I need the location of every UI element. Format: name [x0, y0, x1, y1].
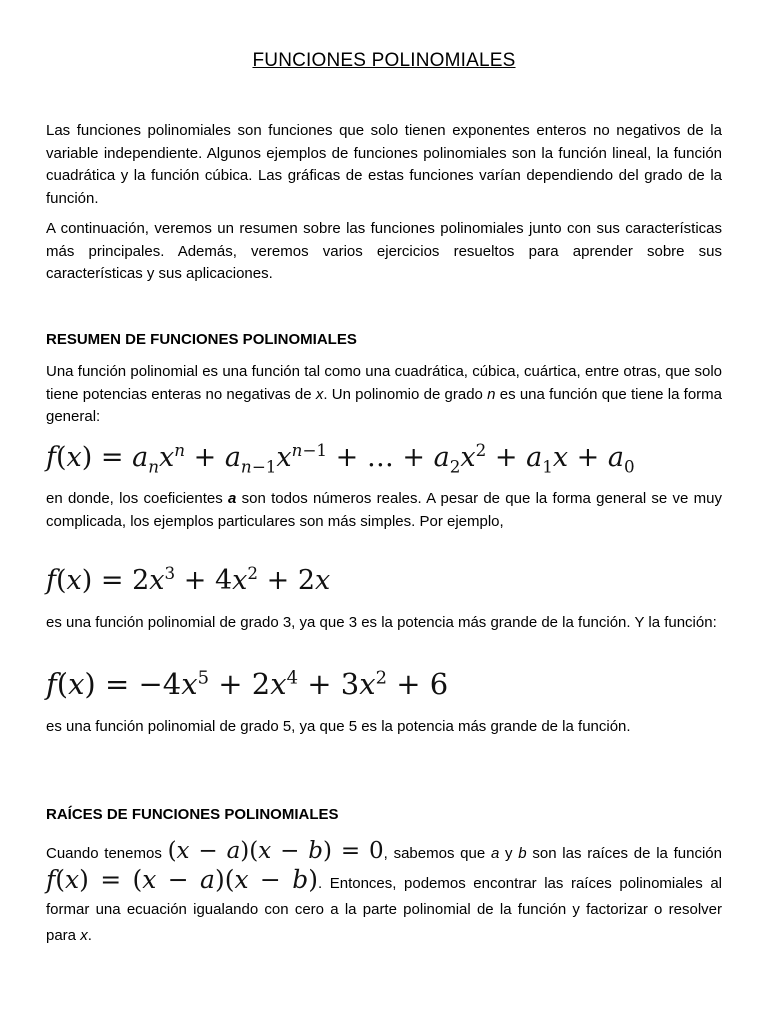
section-heading-resumen: RESUMEN DE FUNCIONES POLINOMIALES	[46, 331, 357, 348]
resumen-paragraph-3: es una función polinomial de grado 3, ya que 3 es la potencia más grande de la función. Y la función:	[46, 614, 717, 631]
intro-paragraph-2: A continuación, veremos un resumen sobre las funciones polinomiales junto con sus características más principales. Además, veremos varios ejercicios resueltos para aprender sobre sus características y sus aplicaciones.	[46, 220, 722, 282]
raices-paragraph-1: Cuando tenemos (x − a)(x − b) = 0, sabemos que a y b son las raíces de la función f(x) = (x − a)(x − b). Entonces, podemos encontrar las raíces polinomiales al formar una ecuación igualando con cero a la parte polinomial de la función y factorizar o resolver para x.	[46, 838, 722, 944]
resumen-paragraph-4: es una función polinomial de grado 5, ya que 5 es la potencia más grande de la función.	[46, 718, 631, 735]
resumen-paragraph-1: Una función polinomial es una función tal como una cuadrática, cúbica, cuártica, entre otras, que solo tiene potencias enteras no negativas de x. Un polinomio de grado n es una función que tiene la forma general:	[46, 363, 723, 425]
example-formula-degree-3: $f(x) = 2x^3 + 4x^2 + 2x$	[46, 563, 331, 596]
intro-paragraph-1: Las funciones polinomiales son funciones que solo tienen exponentes enteros no negativos de la variable independiente. Algunos ejemplos de funciones polinomiales son la función lineal, la función cuadrática y la función cúbica. Las gráficas de estas funciones varían dependiendo del grado de la función.	[46, 122, 722, 207]
inline-formula-factored-function: f(x) = (x − a)(x − b)	[46, 865, 318, 894]
inline-formula-factored-equation: (x − a)(x − b) = 0	[167, 838, 384, 864]
page-title: FUNCIONES POLINOMIALES	[252, 50, 516, 71]
section-heading-raices: RAÍCES DE FUNCIONES POLINOMIALES	[46, 806, 339, 823]
example-formula-degree-5: $f(x) = -4x^5 + 2x^4 + 3x^2 + 6$	[46, 667, 449, 701]
general-polynomial-formula: $f(x) = a_nx^n + a_{n-1}x^{n-1}$ + … + $a_2x^2 + a_1x + a_0$	[46, 440, 635, 477]
resumen-paragraph-2: en donde, los coeficientes a son todos números reales. A pesar de que la forma general se ve muy complicada, los ejemplos particulares son más simples. Por ejemplo,	[46, 490, 722, 530]
